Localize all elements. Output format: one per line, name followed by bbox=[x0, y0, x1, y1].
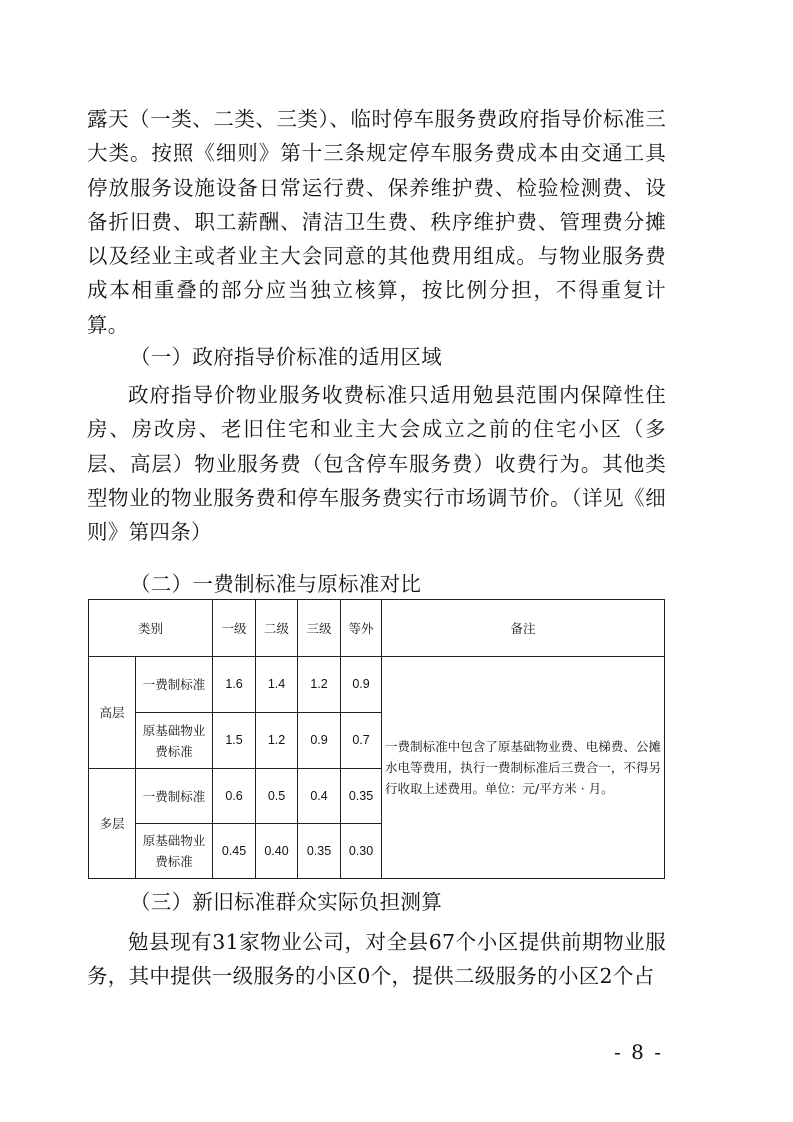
page-number: - 8 - bbox=[614, 1040, 663, 1064]
fee-comparison-table bbox=[88, 599, 665, 879]
table-cell: 0.35 bbox=[341, 769, 382, 824]
table-cell: 0.9 bbox=[298, 713, 341, 769]
body-paragraph-parking-fee: 露天（一类、二类、三类）、临时停车服务费政府指导价标准三大类。按照《细则》第十三条规定停车服务费成本由交通工具停放服务设施设备日常运行费、保养维护费、检验检测费、设备折旧费、职工薪酬、清洁卫生费、秩序维护费、管理费分摊以及经业主或者业主大会同意的其他费用组成。与物业服务费成本相重叠的部分应当独立核算，按比例分担，不得重复计算。 bbox=[87, 107, 666, 337]
table-row bbox=[89, 657, 665, 713]
table-header-row bbox=[89, 600, 665, 657]
table-cell: 0.6 bbox=[213, 769, 256, 824]
header-category: 类别 bbox=[89, 600, 213, 657]
header-ungraded: 等外 bbox=[341, 600, 382, 657]
table-cell: 0.4 bbox=[298, 769, 341, 824]
row-label: 原基础物业费标准 bbox=[136, 824, 213, 879]
section-heading-burden-estimate: （三）新旧标准群众实际负担测算 bbox=[130, 890, 442, 914]
section-heading-applicable-area: （一）政府指导价标准的适用区域 bbox=[130, 345, 442, 369]
body-paragraph-burden-estimate: 勉县现有31家物业公司，对全县67个小区提供前期物业服务，其中提供一级服务的小区0个，提供二级服务的小区2个占 bbox=[87, 930, 666, 989]
group-label-high-rise: 高层 bbox=[89, 657, 136, 769]
group-label-multi-storey: 多层 bbox=[89, 769, 136, 879]
table-cell: 0.45 bbox=[213, 824, 256, 879]
row-label: 一费制标准 bbox=[136, 769, 213, 824]
table-cell: 1.2 bbox=[256, 713, 298, 769]
table-cell: 0.35 bbox=[298, 824, 341, 879]
header-note: 备注 bbox=[382, 600, 665, 657]
row-label: 原基础物业费标准 bbox=[136, 713, 213, 769]
table-cell: 1.2 bbox=[298, 657, 341, 713]
table-cell: 0.30 bbox=[341, 824, 382, 879]
table-cell: 1.4 bbox=[256, 657, 298, 713]
header-grade-3: 三级 bbox=[298, 600, 341, 657]
body-paragraph-applicable-area: 政府指导价物业服务收费标准只适用勉县范围内保障性住房、房改房、老旧住宅和业主大会成立之前的住宅小区（多层、高层）物业服务费（包含停车服务费）收费行为。其他类型物业的物业服务费和停车服务费实行市场调节价。（详见《细则》第四条） bbox=[87, 383, 666, 545]
header-grade-2: 二级 bbox=[256, 600, 298, 657]
table-cell: 0.7 bbox=[341, 713, 382, 769]
row-label: 一费制标准 bbox=[136, 657, 213, 713]
table-cell: 0.5 bbox=[256, 769, 298, 824]
table-cell: 1.6 bbox=[213, 657, 256, 713]
table-cell: 0.40 bbox=[256, 824, 298, 879]
note-cell: 一费制标准中包含了原基础物业费、电梯费、公摊水电等费用，执行一费制标准后三费合一，不得另行收取上述费用。单位：元/平方米 · 月。 bbox=[382, 657, 665, 879]
table-cell: 0.9 bbox=[341, 657, 382, 713]
header-grade-1: 一级 bbox=[213, 600, 256, 657]
table-cell: 1.5 bbox=[213, 713, 256, 769]
section-heading-standard-comparison: （二）一费制标准与原标准对比 bbox=[130, 572, 422, 596]
